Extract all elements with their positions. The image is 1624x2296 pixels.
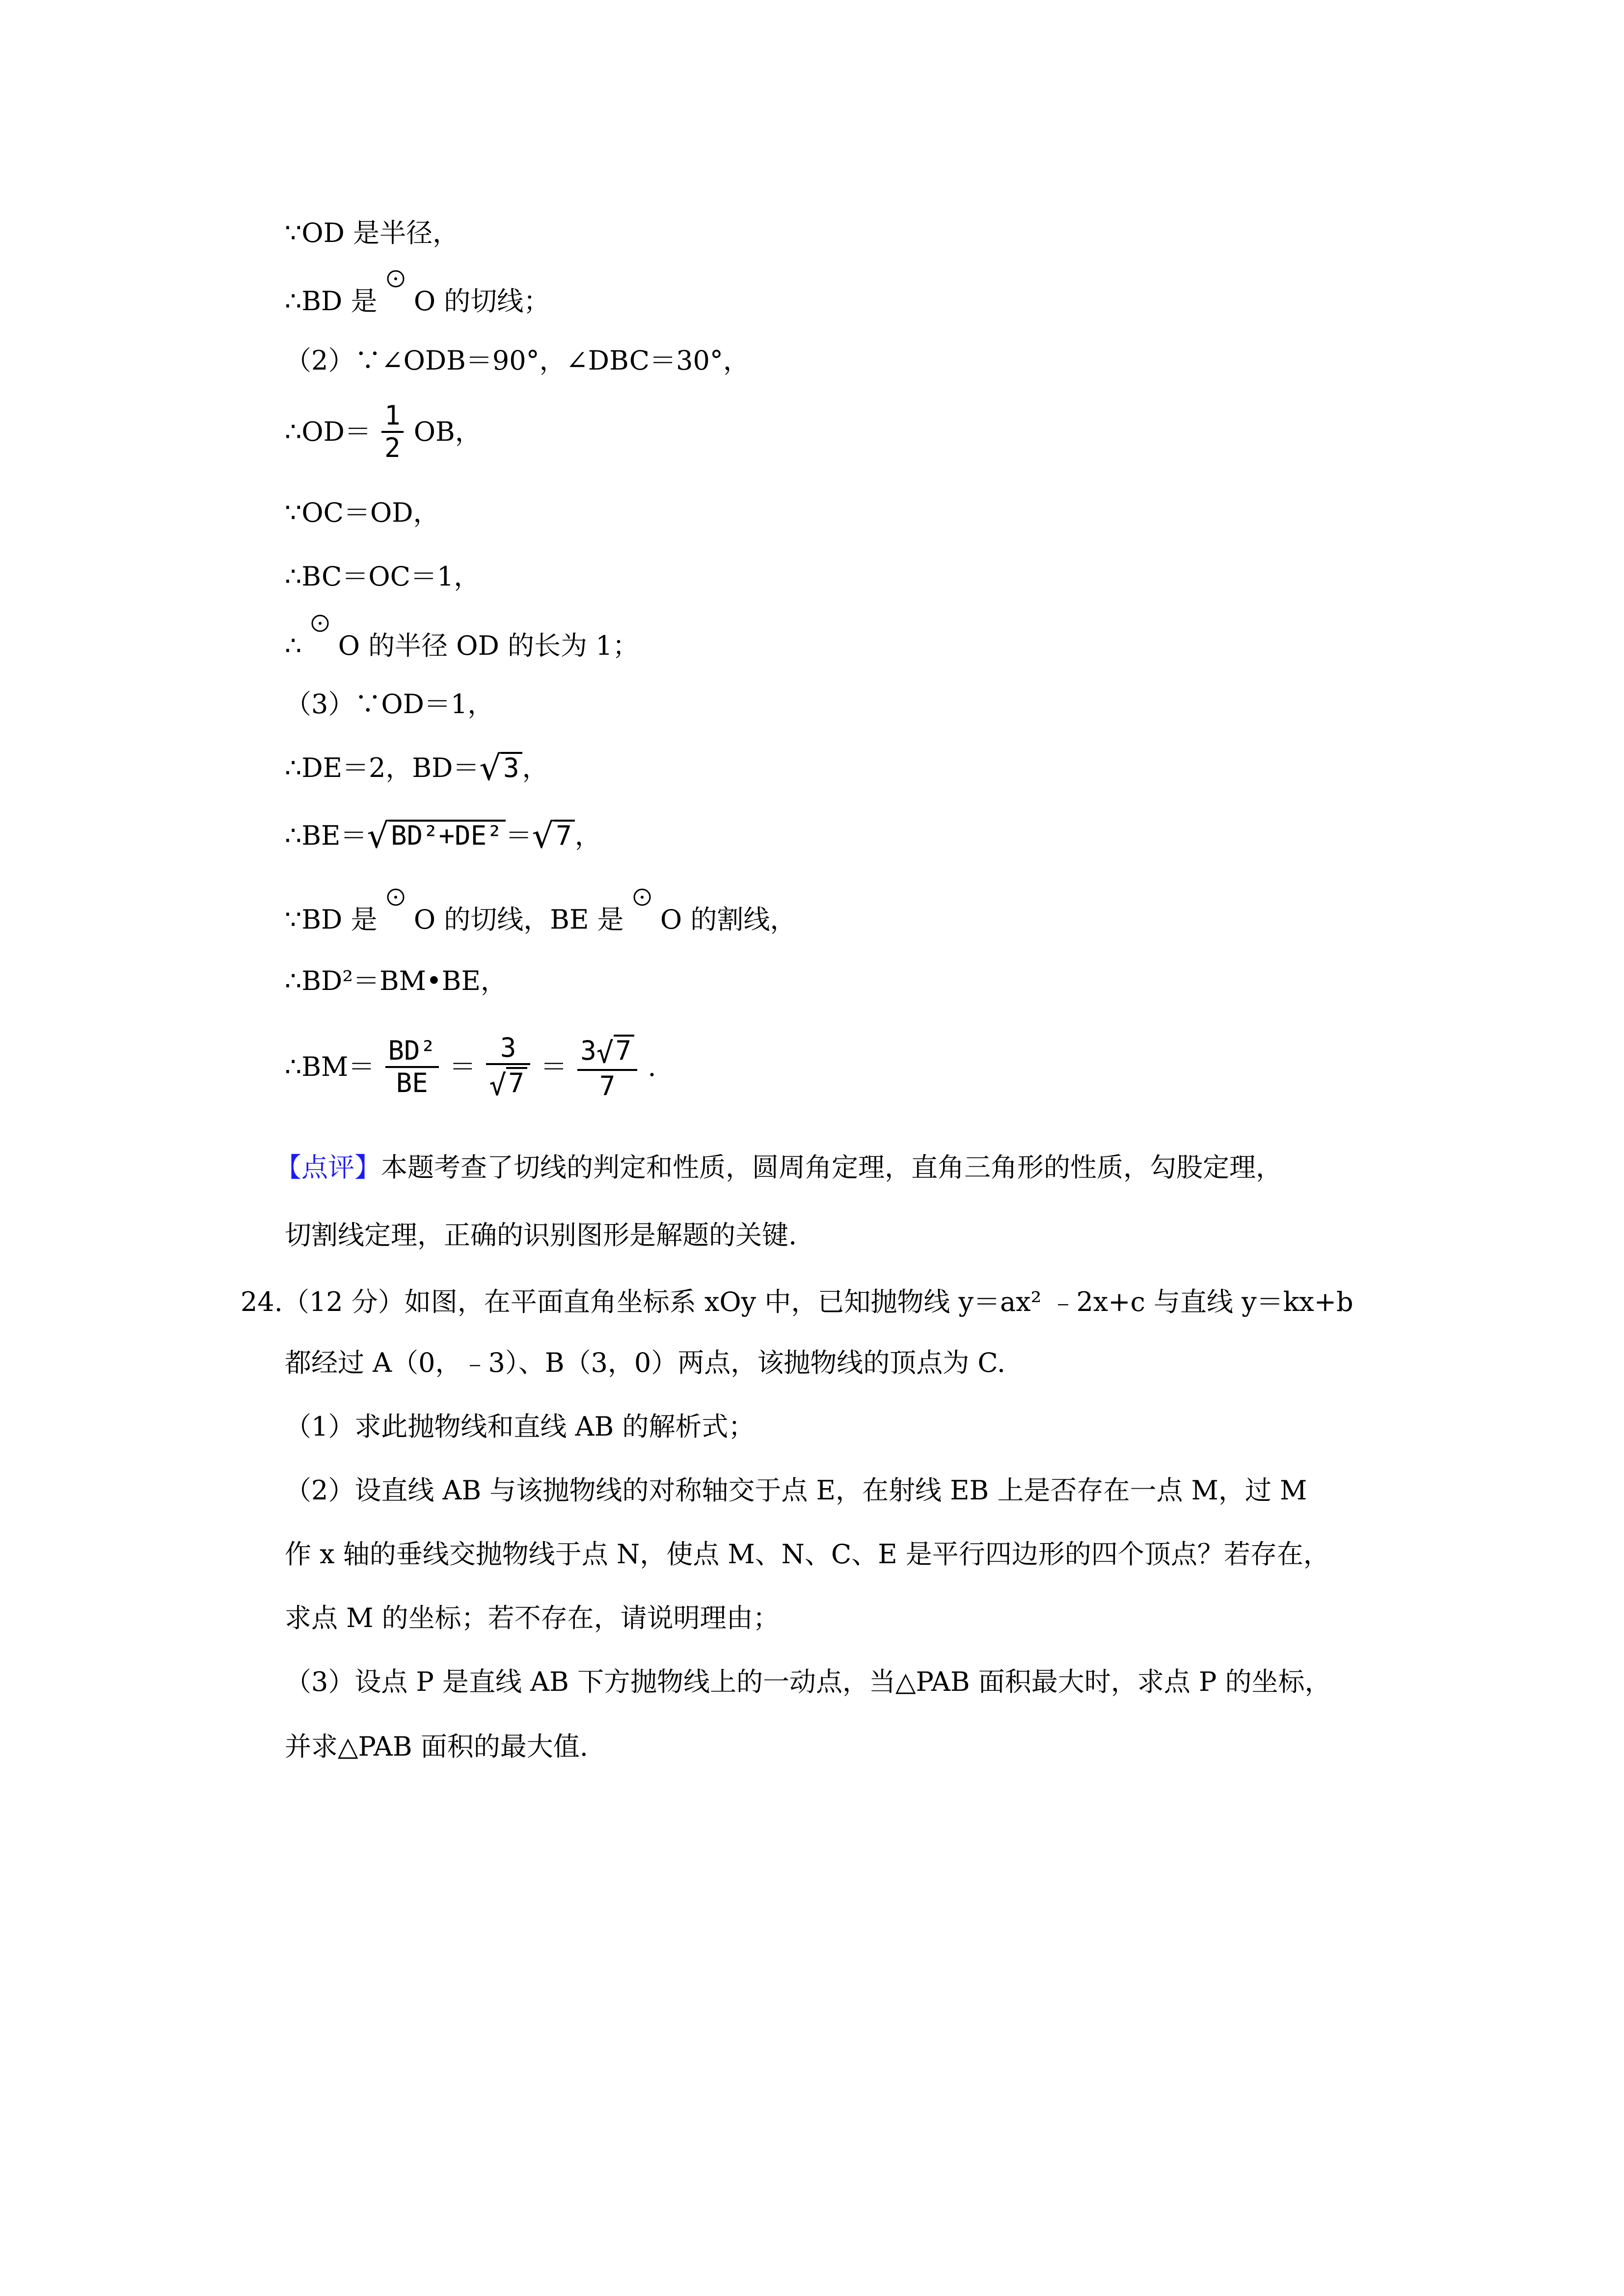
circle-dot-icon bbox=[310, 628, 330, 655]
problem-line-5: 作 x 轴的垂线交抛物线于点 N，使点 M、N、C、E 是平行四边形的四个顶点？若存在， bbox=[285, 1539, 1330, 1570]
radicand: 7 bbox=[554, 820, 575, 849]
sqrt-7: √7 bbox=[532, 819, 575, 853]
fraction-denominator: BE bbox=[396, 1068, 428, 1098]
solution-line-2-text-b: O 的切线； bbox=[413, 286, 550, 317]
solution-line-11-text-a: ∵BD 是 bbox=[285, 904, 378, 935]
solution-line-4 bbox=[285, 402, 482, 461]
solution-line-8: （3）∵OD＝1， bbox=[285, 689, 494, 720]
solution-line-4-text-a: ∴OD＝ bbox=[285, 416, 371, 447]
problem-line-6: 求点 M 的坐标；若不存在，请说明理由； bbox=[285, 1602, 780, 1633]
solution-line-9-text-a: ∴DE＝2，BD＝ bbox=[285, 752, 480, 783]
comment-text-1: 本题考查了切线的判定和性质，圆周角定理，直角三角形的性质，勾股定理， bbox=[381, 1152, 1282, 1183]
solution-line-7-text-a: ∴ bbox=[285, 630, 302, 661]
problem-line-2: 都经过 A（0，﹣3）、B（3，0）两点，该抛物线的顶点为 C. bbox=[285, 1347, 1005, 1378]
solution-line-1: ∵OD 是半径， bbox=[285, 217, 460, 248]
fraction-numerator: 3√7 bbox=[577, 1035, 637, 1071]
radicand: BD²+DE² bbox=[389, 820, 506, 849]
radicand: 3 bbox=[501, 752, 522, 781]
fraction-3-over-sqrt7 bbox=[486, 1032, 530, 1102]
fraction-numerator: 1 bbox=[381, 402, 404, 433]
problem-line-3: （1）求此抛物线和直线 AB 的解析式； bbox=[285, 1411, 755, 1442]
fraction-numerator: BD² bbox=[385, 1038, 439, 1068]
solution-line-4-text-b: OB， bbox=[413, 416, 482, 447]
solution-line-11-text-b: O 的切线，BE 是 bbox=[413, 904, 624, 935]
fraction-denominator: 2 bbox=[384, 432, 401, 463]
sqrt-3: √3 bbox=[479, 751, 522, 785]
comment-line-2: 切割线定理，正确的识别图形是解题的关键. bbox=[285, 1220, 797, 1251]
solution-line-12: ∴BD²＝BM•BE， bbox=[285, 965, 507, 996]
solution-line-10 bbox=[285, 816, 601, 856]
problem-line-1: 24.（12 分）如图，在平面直角坐标系 xOy 中，已知抛物线 y＝ax² ﹣2x+c 与直线 y＝kx+b bbox=[241, 1286, 1353, 1317]
equals-sign: ＝ bbox=[505, 820, 532, 851]
radicand: 7 bbox=[614, 1035, 635, 1064]
solution-line-10-text-a: ∴BE＝ bbox=[285, 820, 367, 851]
solution-line-10-text-b: ， bbox=[574, 820, 601, 851]
fraction-3sqrt7-over-7 bbox=[577, 1035, 637, 1099]
period: . bbox=[648, 1051, 656, 1082]
circle-dot-icon bbox=[386, 284, 406, 310]
solution-line-3: （2）∵∠ODB＝90°，∠DBC＝30°， bbox=[285, 345, 750, 376]
solution-line-7 bbox=[285, 628, 639, 659]
solution-line-9-text-b: ， bbox=[522, 752, 549, 783]
problem-line-4: （2）设直线 AB 与该抛物线的对称轴交于点 E，在射线 EB 上是否存在一点 M，过 M bbox=[285, 1475, 1307, 1506]
radicand: 7 bbox=[506, 1067, 527, 1096]
solution-line-13 bbox=[285, 1032, 656, 1102]
comment-line-1 bbox=[275, 1154, 1282, 1181]
solution-line-6: ∴BC＝OC＝1， bbox=[285, 561, 481, 592]
equals-sign: ＝ bbox=[449, 1051, 476, 1082]
fraction-bd2-over-be bbox=[385, 1035, 439, 1098]
equals-sign: ＝ bbox=[541, 1051, 568, 1082]
problem-line-8: 并求△PAB 面积的最大值. bbox=[285, 1731, 588, 1762]
solution-line-11-text-c: O 的割线， bbox=[660, 904, 797, 935]
solution-line-2-text-a: ∴BD 是 bbox=[285, 286, 378, 317]
solution-line-9 bbox=[285, 748, 549, 788]
solution-line-7-text-b: O 的半径 OD 的长为 1； bbox=[338, 630, 639, 661]
coefficient: 3 bbox=[580, 1035, 596, 1066]
fraction-denominator: √7 bbox=[486, 1065, 530, 1099]
fraction-one-half bbox=[381, 402, 404, 461]
fraction-denominator: 7 bbox=[599, 1070, 616, 1101]
fraction-numerator: 3 bbox=[486, 1035, 530, 1065]
circle-dot-icon bbox=[632, 902, 652, 929]
circle-dot-icon bbox=[386, 902, 406, 929]
solution-line-11 bbox=[285, 902, 796, 933]
solution-line-5: ∵OC＝OD， bbox=[285, 497, 440, 528]
problem-line-7: （3）设点 P 是直线 AB 下方抛物线上的一动点，当△PAB 面积最大时，求点 P 的坐标， bbox=[285, 1666, 1331, 1697]
solution-line-13-text-a: ∴BM＝ bbox=[285, 1051, 375, 1082]
comment-tag: 【点评】 bbox=[275, 1152, 381, 1183]
solution-line-2 bbox=[285, 284, 550, 315]
sqrt-bd2-de2: √BD²+DE² bbox=[367, 819, 505, 853]
